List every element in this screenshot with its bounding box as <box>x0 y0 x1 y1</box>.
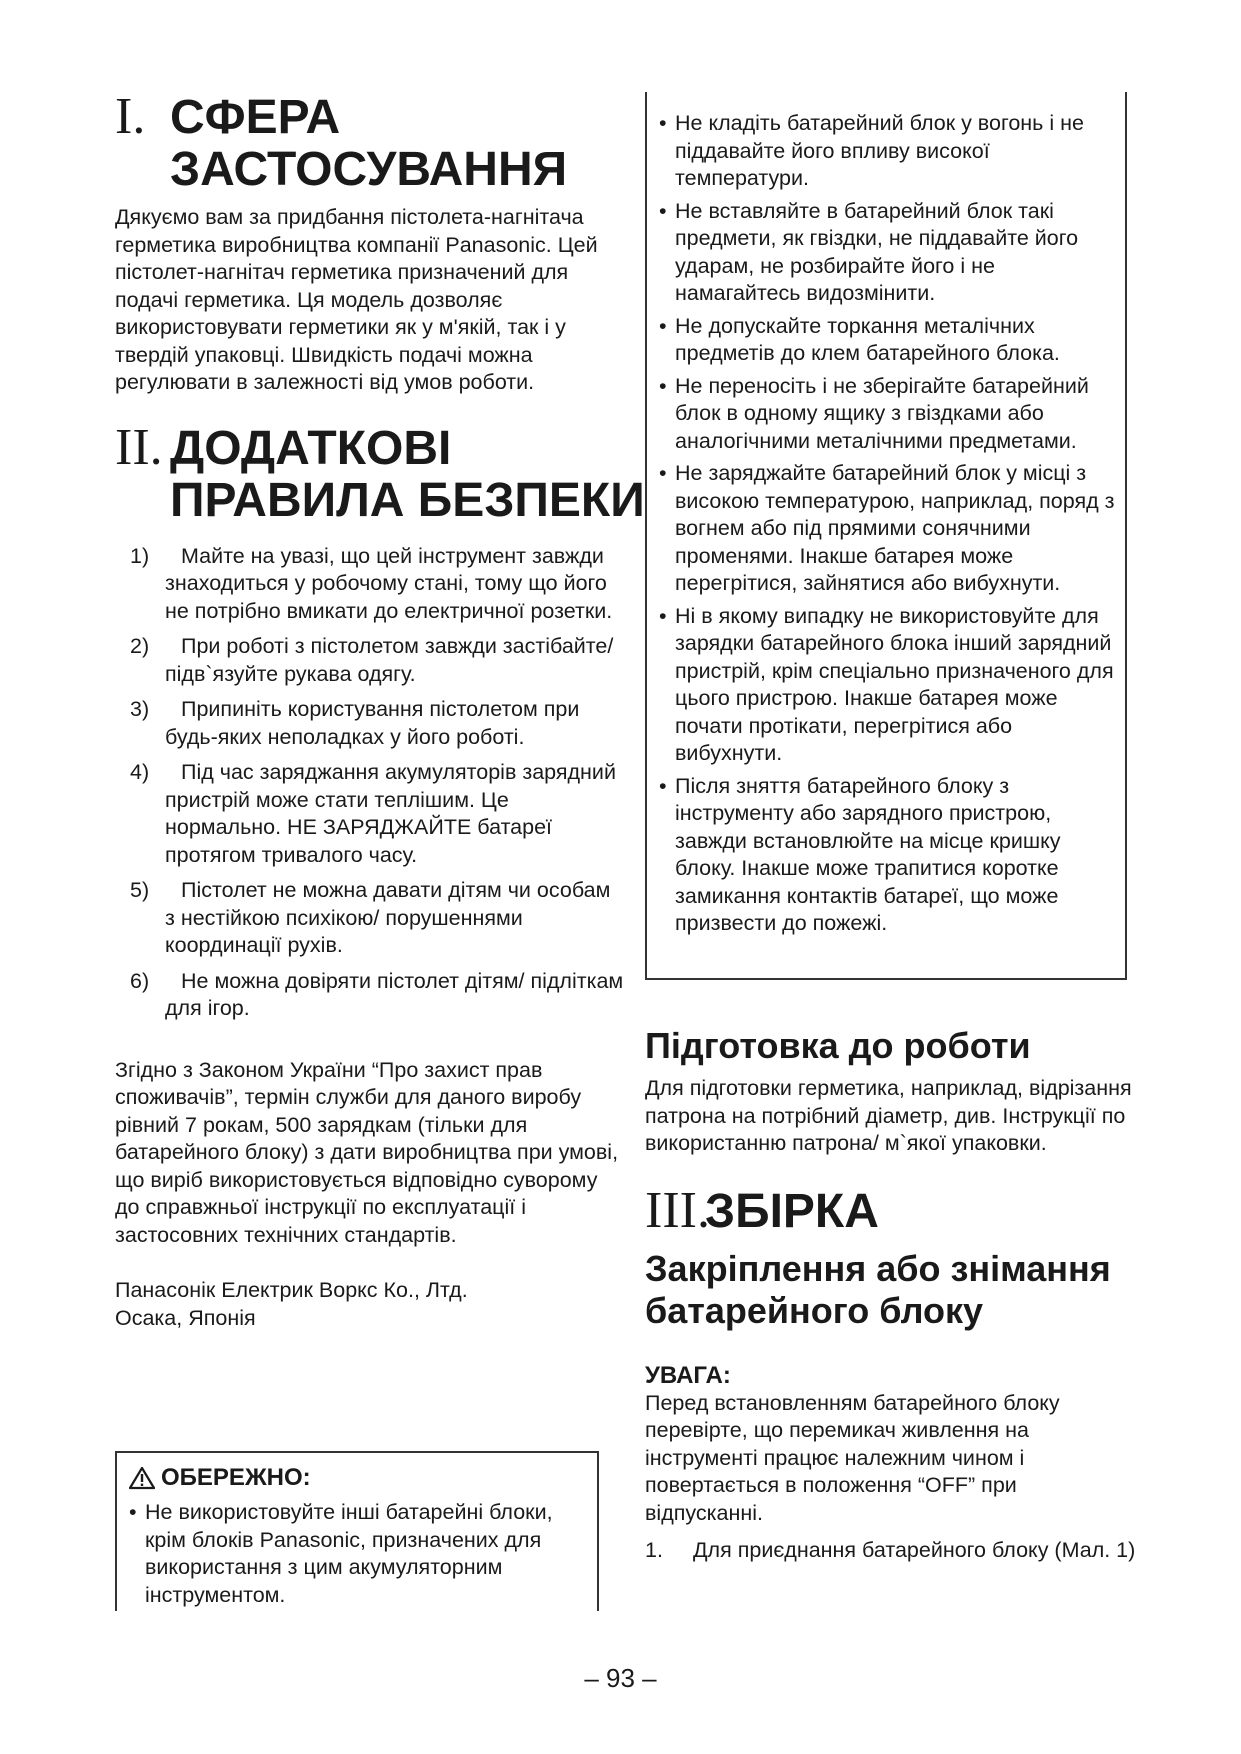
attention-text: Перед встановленням батарейного блоку перевірте, що перемикач живлення на інструменті працює належним чином і повертається в положення “OFF” при відпусканні. <box>645 1390 1060 1525</box>
page-number: – 93 – <box>584 1663 657 1693</box>
section-1-title-line: СФЕРА <box>170 91 341 144</box>
section-2-heading <box>115 418 645 527</box>
section-3-heading <box>645 1181 1165 1239</box>
item-number: 6) <box>130 968 150 993</box>
item-number: 3) <box>130 697 150 721</box>
section-2-title-line: ДОДАТКОВІ <box>170 421 452 475</box>
list-item <box>115 543 625 626</box>
section-1-title-line: ЗАСТОСУВАННЯ <box>170 143 568 196</box>
bullet-dot: • <box>659 773 667 798</box>
caution-heading <box>129 1463 585 1493</box>
list-item <box>129 1499 585 1609</box>
list-item <box>659 313 1115 368</box>
bullet-text: Після зняття батарейного блоку з інструменту або зарядного пристрою, завжди встановлюйте на місце кришку блоку. Інакше може трапитися коротке замикання контактів батареї, що може призвести до пожежі. <box>675 773 1061 935</box>
list-item <box>659 198 1115 308</box>
attention-label: УВАГА: <box>645 1361 731 1389</box>
caution-label: ОБЕРЕЖНО: <box>161 1464 311 1491</box>
section-2-title <box>170 423 645 527</box>
bullet-text: Не кладіть батарейний блок у вогонь і не піддавайте його впливу високої температури. <box>675 111 1084 190</box>
warning-box <box>645 92 1127 980</box>
list-item <box>659 460 1115 598</box>
list-item <box>115 968 625 1023</box>
section-1-heading <box>115 88 625 196</box>
legal-notice: Згідно з Законом України “Про захист прав споживачів”, термін служби для даного виробу рівний 7 рокам, 500 зарядкам (тільки для батарейного блоку) з дати виробництва при умові, що виріб використовується відповідно суворому до справжньої інструкції по експлуатації і застосовних технічних стандартів. <box>115 1057 619 1247</box>
company-location: Осака, Японія <box>115 1305 256 1330</box>
list-item <box>115 633 625 688</box>
bullet-text: Ні в якому випадку не використовуйте для зарядки батарейного блока інший зарядний пристрій, крім спеціально призначеного для цього пристрою. Інакше батарея може почати протікати, перегрітися або вибухнути. <box>675 603 1114 765</box>
right-lower-column <box>645 1025 1165 1565</box>
left-column <box>115 88 645 1332</box>
preparation-title: Підготовка до роботи <box>645 1025 1031 1066</box>
step-item <box>645 1537 1171 1565</box>
item-number: 4) <box>130 760 150 784</box>
item-text: Під час заряджання акумуляторів зарядний пристрій може стати теплішим. Це нормально. НЕ ЗАРЯДЖАЙТЕ батареї протягом тривалого часу. <box>165 760 616 867</box>
battery-subtitle <box>645 1248 1165 1332</box>
company-info <box>115 1277 625 1332</box>
section-1-title <box>170 92 567 196</box>
item-text: При роботі з пістолетом завжди застібайте/підв`язуйте рукава одягу. <box>165 634 614 686</box>
safety-rules-list <box>115 543 625 1023</box>
section-3-title: ЗБІРКА <box>705 1184 879 1238</box>
bullet-dot: • <box>659 603 667 628</box>
step-text: Для приєднання батарейного блоку (Мал. 1) <box>693 1538 1136 1562</box>
bullet-text: Не переносіть і не зберігайте батарейний блок в одному ящику з гвіздками або аналогічними металічними предметами. <box>675 373 1089 453</box>
list-item <box>115 696 625 751</box>
bullet-text: Не використовуйте інші батарейні блоки, крім блоків Panasonic, призначених для використання з цим акумуляторним інструментом. <box>145 1500 553 1607</box>
bullet-dot: • <box>659 461 667 485</box>
item-number: 5) <box>130 878 150 902</box>
item-number: 2) <box>130 634 150 658</box>
item-number: 1) <box>130 543 150 568</box>
section-3-numeral: III. <box>645 1181 710 1239</box>
section-2-numeral: II. <box>115 418 163 476</box>
list-item <box>659 373 1115 456</box>
bullet-text: Не допускайте торкання металічних предметів до клем батарейного блока. <box>675 313 1060 365</box>
step-number: 1. <box>645 1538 663 1562</box>
battery-subtitle-line: Закріплення або знімання <box>645 1247 1111 1289</box>
bullet-text: Не вставляйте в батарейний блок такі предмети, як гвіздки, не піддавайте його ударам, не розбирайте його і не намагайтесь видозмінити. <box>675 198 1079 305</box>
company-name: Панасонік Електрик Воркс Ко., Лтд. <box>115 1278 468 1302</box>
item-text: Не можна довіряти пістолет дітям/ підліткам для ігор. <box>165 968 624 1020</box>
item-text: Майте на увазі, що цей інструмент завжди знаходиться у робочому стані, тому що його не потрібно вмикати до електричної розетки. <box>165 543 613 623</box>
preparation-text: Для підготовки герметика, наприклад, відрізання патрона на потрібний діаметр, див. Інструкції по використанню патрона/ м`якої упаковки. <box>645 1076 1132 1155</box>
list-item <box>115 877 625 960</box>
list-item <box>115 759 625 869</box>
item-text: Припиніть користування пістолетом при будь-яких неполадках у його роботі. <box>165 697 580 749</box>
bullet-dot: • <box>129 1500 137 1524</box>
bullet-dot: • <box>659 198 667 223</box>
warning-triangle-icon <box>129 1466 155 1490</box>
section-2-title-line: ПРАВИЛА БЕЗПЕКИ <box>170 473 645 527</box>
list-item <box>659 110 1115 193</box>
battery-subtitle-line: батарейного блоку <box>645 1289 984 1331</box>
list-item <box>659 603 1115 768</box>
bullet-dot: • <box>659 313 667 338</box>
list-item <box>659 773 1115 938</box>
intro-paragraph: Дякуємо вам за придбання пістолета-нагнітача герметика виробництва компанії Panasonic. Цей пістолет-нагнітач герметика призначений для подачі герметика. Ця модель дозволяє використовувати герметики як у м'якій, так і у твердій упаковці. Швидкість подачі можна регулювати в залежності від умов роботи. <box>115 205 598 394</box>
caution-box <box>115 1451 599 1611</box>
bullet-text: Не заряджайте батарейний блок у місці з високою температурою, наприклад, поряд з вогнем або під прямими сонячними променями. Інакше батарея може перегрітися, зайнятися або вибухнути. <box>675 461 1115 595</box>
section-1-numeral: I. <box>115 88 146 145</box>
item-text: Пістолет не можна давати дітям чи особам з нестійкою психікою/ порушеннями координації рухів. <box>165 878 611 957</box>
bullet-dot: • <box>659 373 667 398</box>
bullet-dot: • <box>659 111 667 135</box>
